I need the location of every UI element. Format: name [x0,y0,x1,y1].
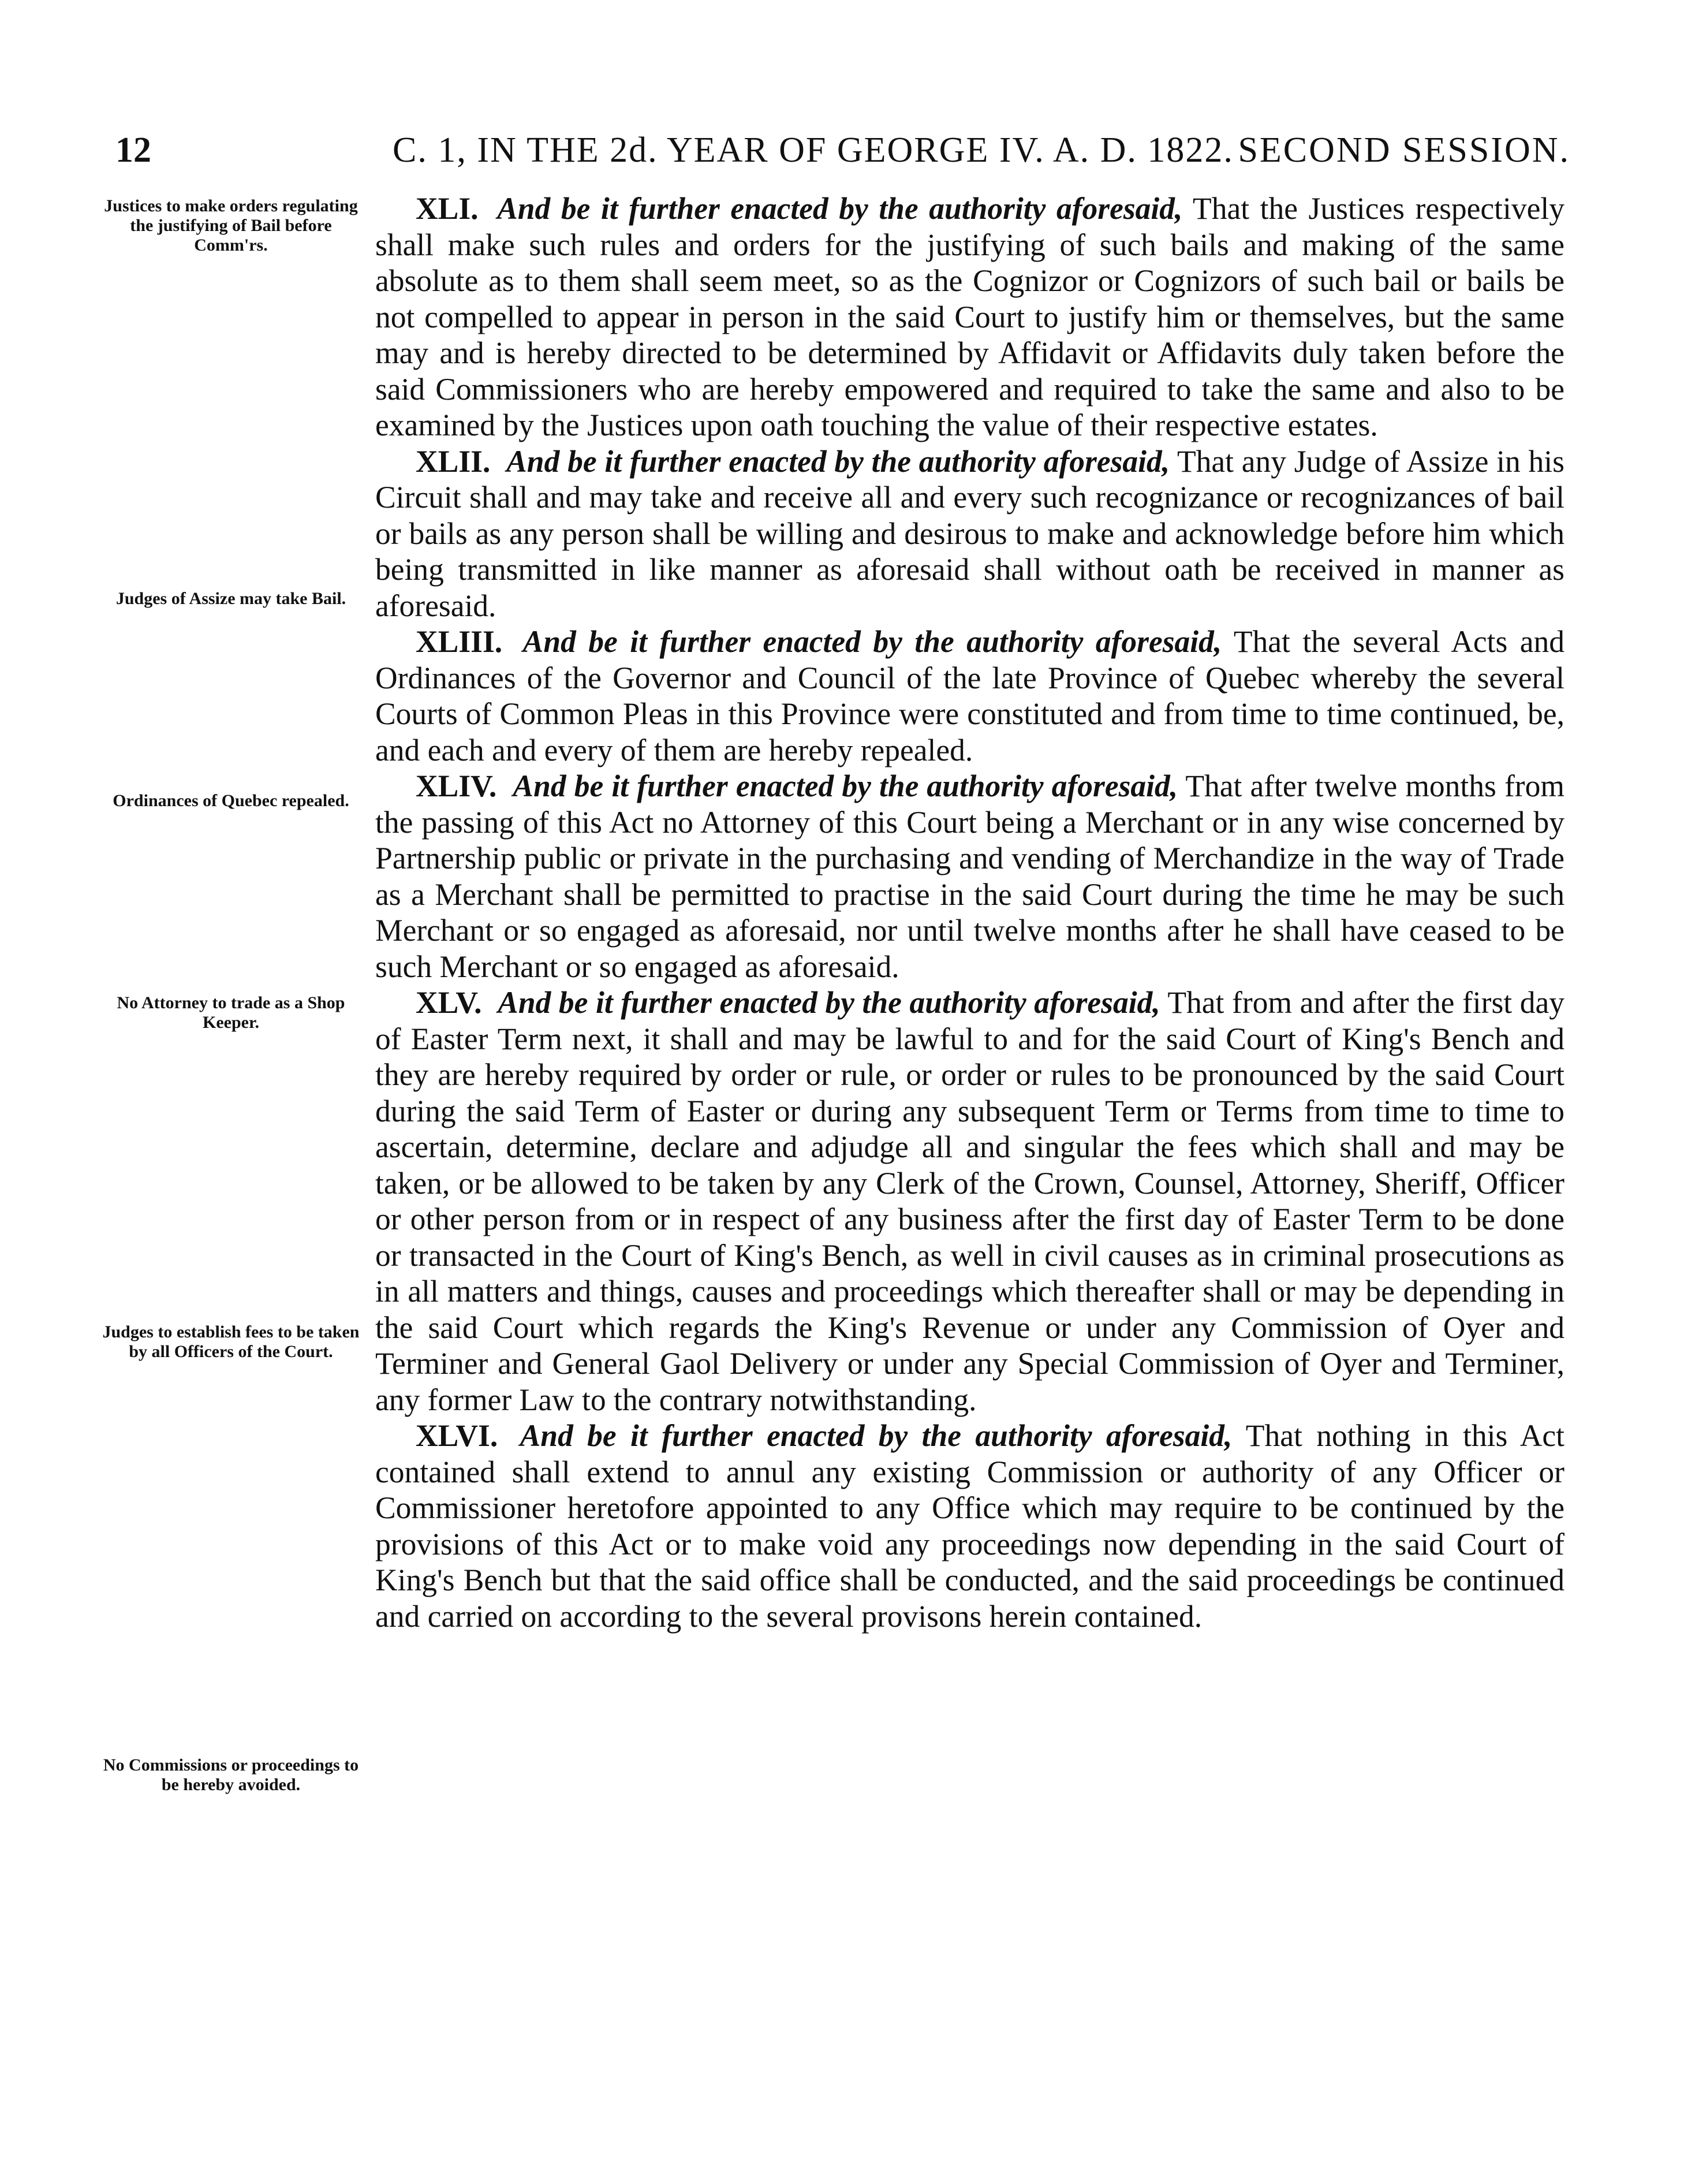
section-number: XLIII. [416,624,503,659]
enacting-clause: And be it further enacted by the authority aforesaid, [522,624,1222,659]
margin-note: No Commissions or proceedings to be hereby avoided. [103,1756,359,1794]
section-number: XLV. [416,985,482,1020]
enacting-clause: And be it further enacted by the authority aforesaid, [497,191,1183,226]
section-44 [375,768,1564,985]
enacting-clause: And be it further enacted by the authority aforesaid, [520,1418,1233,1453]
enacting-clause: And be it further enacted by the authority aforesaid, [513,769,1178,803]
section-41 [375,191,1564,443]
page-number: 12 [115,131,151,170]
statute-text [375,191,1564,1634]
section-text: That the several Acts and Ordinances of the Governor and Council of the late Province of Quebec whereby the several Courts of Common Pleas in this Province were constituted and from time to time continued, be, and each and every of them are hereby repealed. [375,624,1564,767]
section-43 [375,624,1564,768]
section-number: XLII. [416,443,491,479]
section-text: That after twelve months from the passing of this Act no Attorney of this Court being a Merchant or in any wise concerned by Partnership public or private in the purchasing and vending of Merchandize in the way of Trade as a Merchant shall be permitted to practise in the said Court during the time he may be such Merchant or so engaged as aforesaid, nor until twelve months after he shall have ceased to be such Merchant or so engaged as aforesaid. [375,769,1564,984]
section-text: That the Justices respectively shall make such rules and orders for the justifying of such bails and making of the same absolute as to them shall seem meet, so as the Cognizor or Cognizors of such bail or bails be not compelled to appear in person in the said Court to justify him or themselves, but the same may and is hereby directed to be determined by Affidavit or Affidavits duly taken before the said Commissioners who are hereby empowered and required to take the same and also to be examined by the Justices upon oath touching the value of their respective estates. [375,191,1565,442]
section-text: That any Judge of Assize in his Circuit shall and may take and receive all and every such recognizance or recognizances of bail or bails as any person shall be willing and desirous to make and acknowledge before him which being transmitted in like manner as aforesaid shall without oath be received in manner as aforesaid. [375,443,1564,623]
section-number: XLVI. [416,1418,498,1453]
session-label: SECOND SESSION. [1238,131,1570,170]
section-42 [375,443,1564,624]
section-number: XLIV. [416,769,497,803]
enacting-clause: And be it further enacted by the authority aforesaid, [498,985,1160,1020]
margin-note: Justices to make orders regulating the justifying of Bail before Comm'rs. [104,196,358,255]
section-45 [375,985,1564,1418]
running-title: C. 1, IN THE 2d. YEAR OF GEORGE IV. A. D. 1822. [393,131,1234,170]
margin-note: Ordinances of Quebec repealed. [113,791,349,810]
enacting-clause: And be it further enacted by the authority aforesaid, [506,443,1170,479]
section-number: XLI. [416,191,479,226]
section-46 [375,1418,1564,1634]
running-header [115,124,1570,176]
section-text: That from and after the first day of Easter Term next, it shall and may be lawful to and for the said Court of King's Bench and they are hereby required by order or rule, or order or rules to be pronounced by the said Court during the said Term of Easter or during any subsequent Term or Terms from time to time to ascertain, determine, declare and adjudge all and singular the fees which shall and may be taken, or be allowed to be taken by any Clerk of the Crown, Counsel, Attorney, Sheriff, Officer or other person from or in respect of any business after the first day of Easter Term to be done or transacted in the Court of King's Bench, as well in civil causes as in criminal prosecutions as in all matters and things, causes and proceedings which thereafter shall or may be depending in the said Court which regards the King's Revenue or under any Commission of Oyer and Terminer and General Gaol Delivery or under any Special Commission of Oyer and Terminer, any former Law to the contrary notwithstanding. [375,985,1565,1417]
margin-note: No Attorney to trade as a Shop Keeper. [117,993,345,1032]
margin-note: Judges to establish fees to be taken by all Officers of the Court. [102,1322,360,1361]
section-text: That nothing in this Act contained shall extend to annul any existing Commission or authority of any Officer or Commissioner heretofore appointed to any Office which may require to be continued by the provisions of this Act or to make void any proceedings now depending in the said Court of King's Bench but that the said office shall be conducted, and the said proceedings be continued and carried on according to the several provisons herein contained. [375,1418,1564,1634]
margin-note: Judges of Assize may take Bail. [115,589,346,608]
